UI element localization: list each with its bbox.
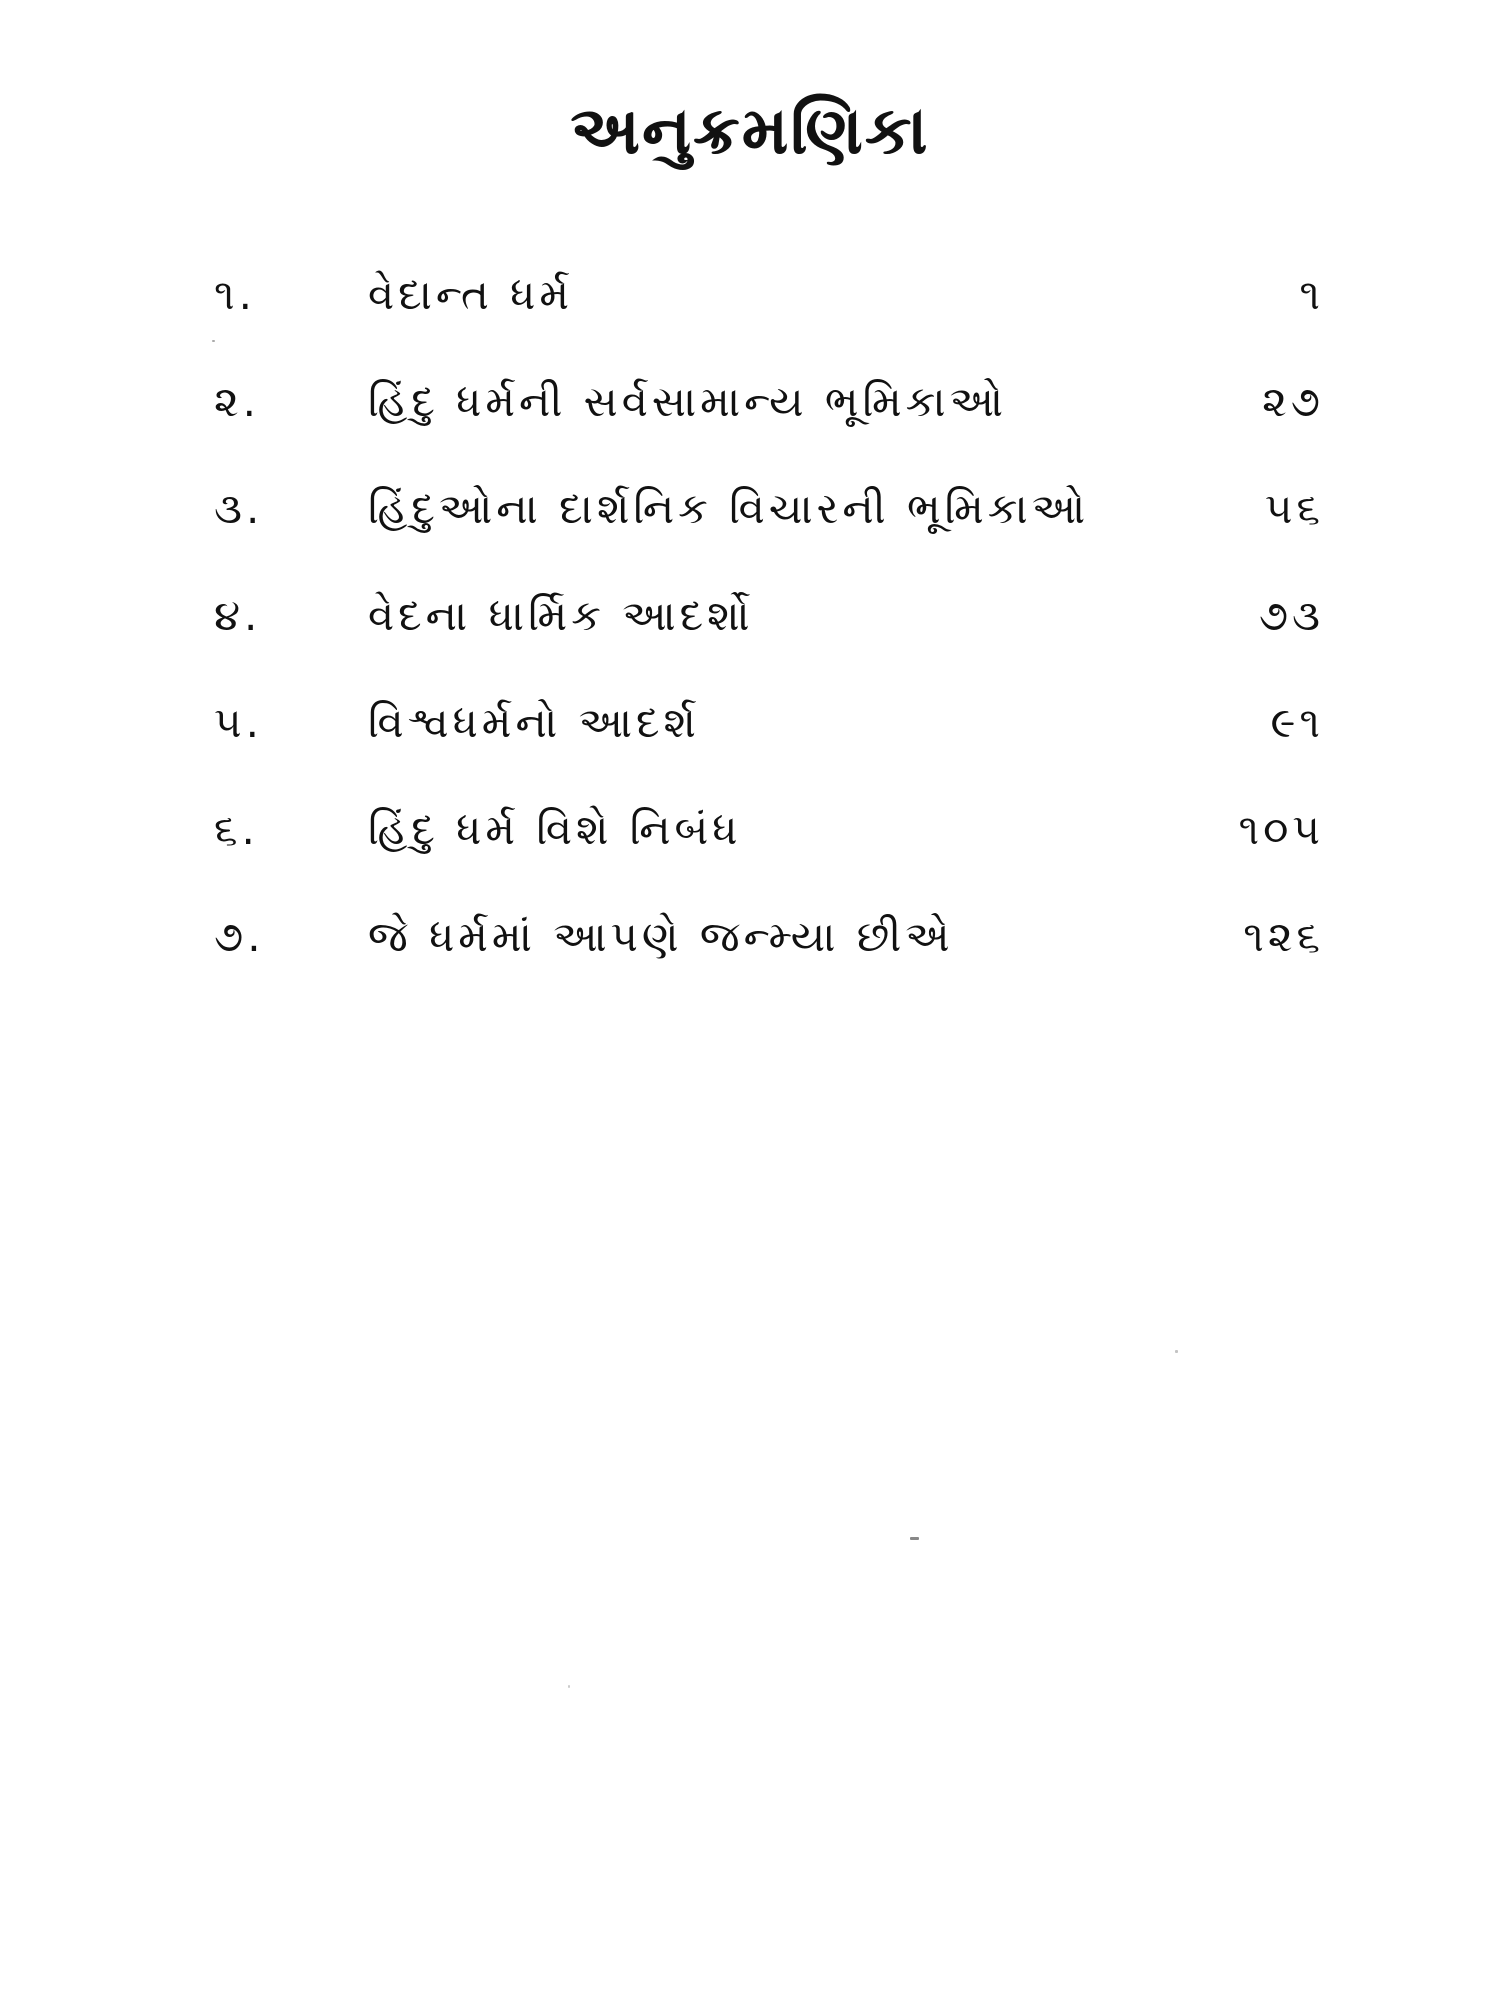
toc-entry-page: ૧ [1299,270,1324,319]
toc-entry [214,690,1324,797]
toc-entry-title: જે ધર્મમાં આપણે જન્મ્યા છીએ [368,912,954,961]
toc-entry-number: ૩. [214,484,264,533]
toc-entry-number: ૭. [214,912,265,961]
toc-entry [214,797,1324,904]
toc-entry [214,369,1324,476]
scan-speck [568,1685,570,1688]
scan-speck [910,1537,919,1540]
page-title: અનુક્રમણિકા [570,92,930,169]
toc-entry-page: ૯૧ [1270,698,1324,747]
table-of-contents [214,262,1324,1011]
toc-entry [214,583,1324,690]
toc-entry-title: વેદના ધાર્મિક આદર્શો [368,591,754,640]
toc-entry-page: ૫૬ [1264,484,1324,533]
toc-entry-page: ૨૭ [1262,377,1324,426]
toc-entry-number: ૧. [214,270,256,319]
toc-entry [214,262,1324,369]
toc-entry-number: ૨. [214,377,261,426]
toc-entry-title: હિંદુઓના દાર્શનિક વિચારની ભૂમિકાઓ [368,484,1090,533]
scan-speck [1175,1350,1178,1353]
scan-speck [212,340,215,342]
toc-entry [214,904,1324,1011]
toc-entry-number: ૪. [214,591,262,640]
toc-entry-number: ૬. [214,805,259,854]
toc-entry [214,476,1324,583]
toc-entry-number: ૫. [214,698,263,747]
toc-entry-title: હિંદુ ધર્મની સર્વસામાન્ય ભૂમિકાઓ [368,377,1008,426]
toc-entry-title: વેદાન્ત ધર્મ [368,270,574,319]
toc-entry-title: હિંદુ ધર્મ વિશે નિબંધ [368,805,742,854]
toc-entry-page: ૭૩ [1258,591,1324,640]
toc-entry-page: ૧૨૬ [1243,912,1324,961]
toc-entry-title: વિશ્વધર્મનો આદર્શ [368,698,700,747]
toc-entry-page: ૧૦૫ [1238,805,1324,854]
